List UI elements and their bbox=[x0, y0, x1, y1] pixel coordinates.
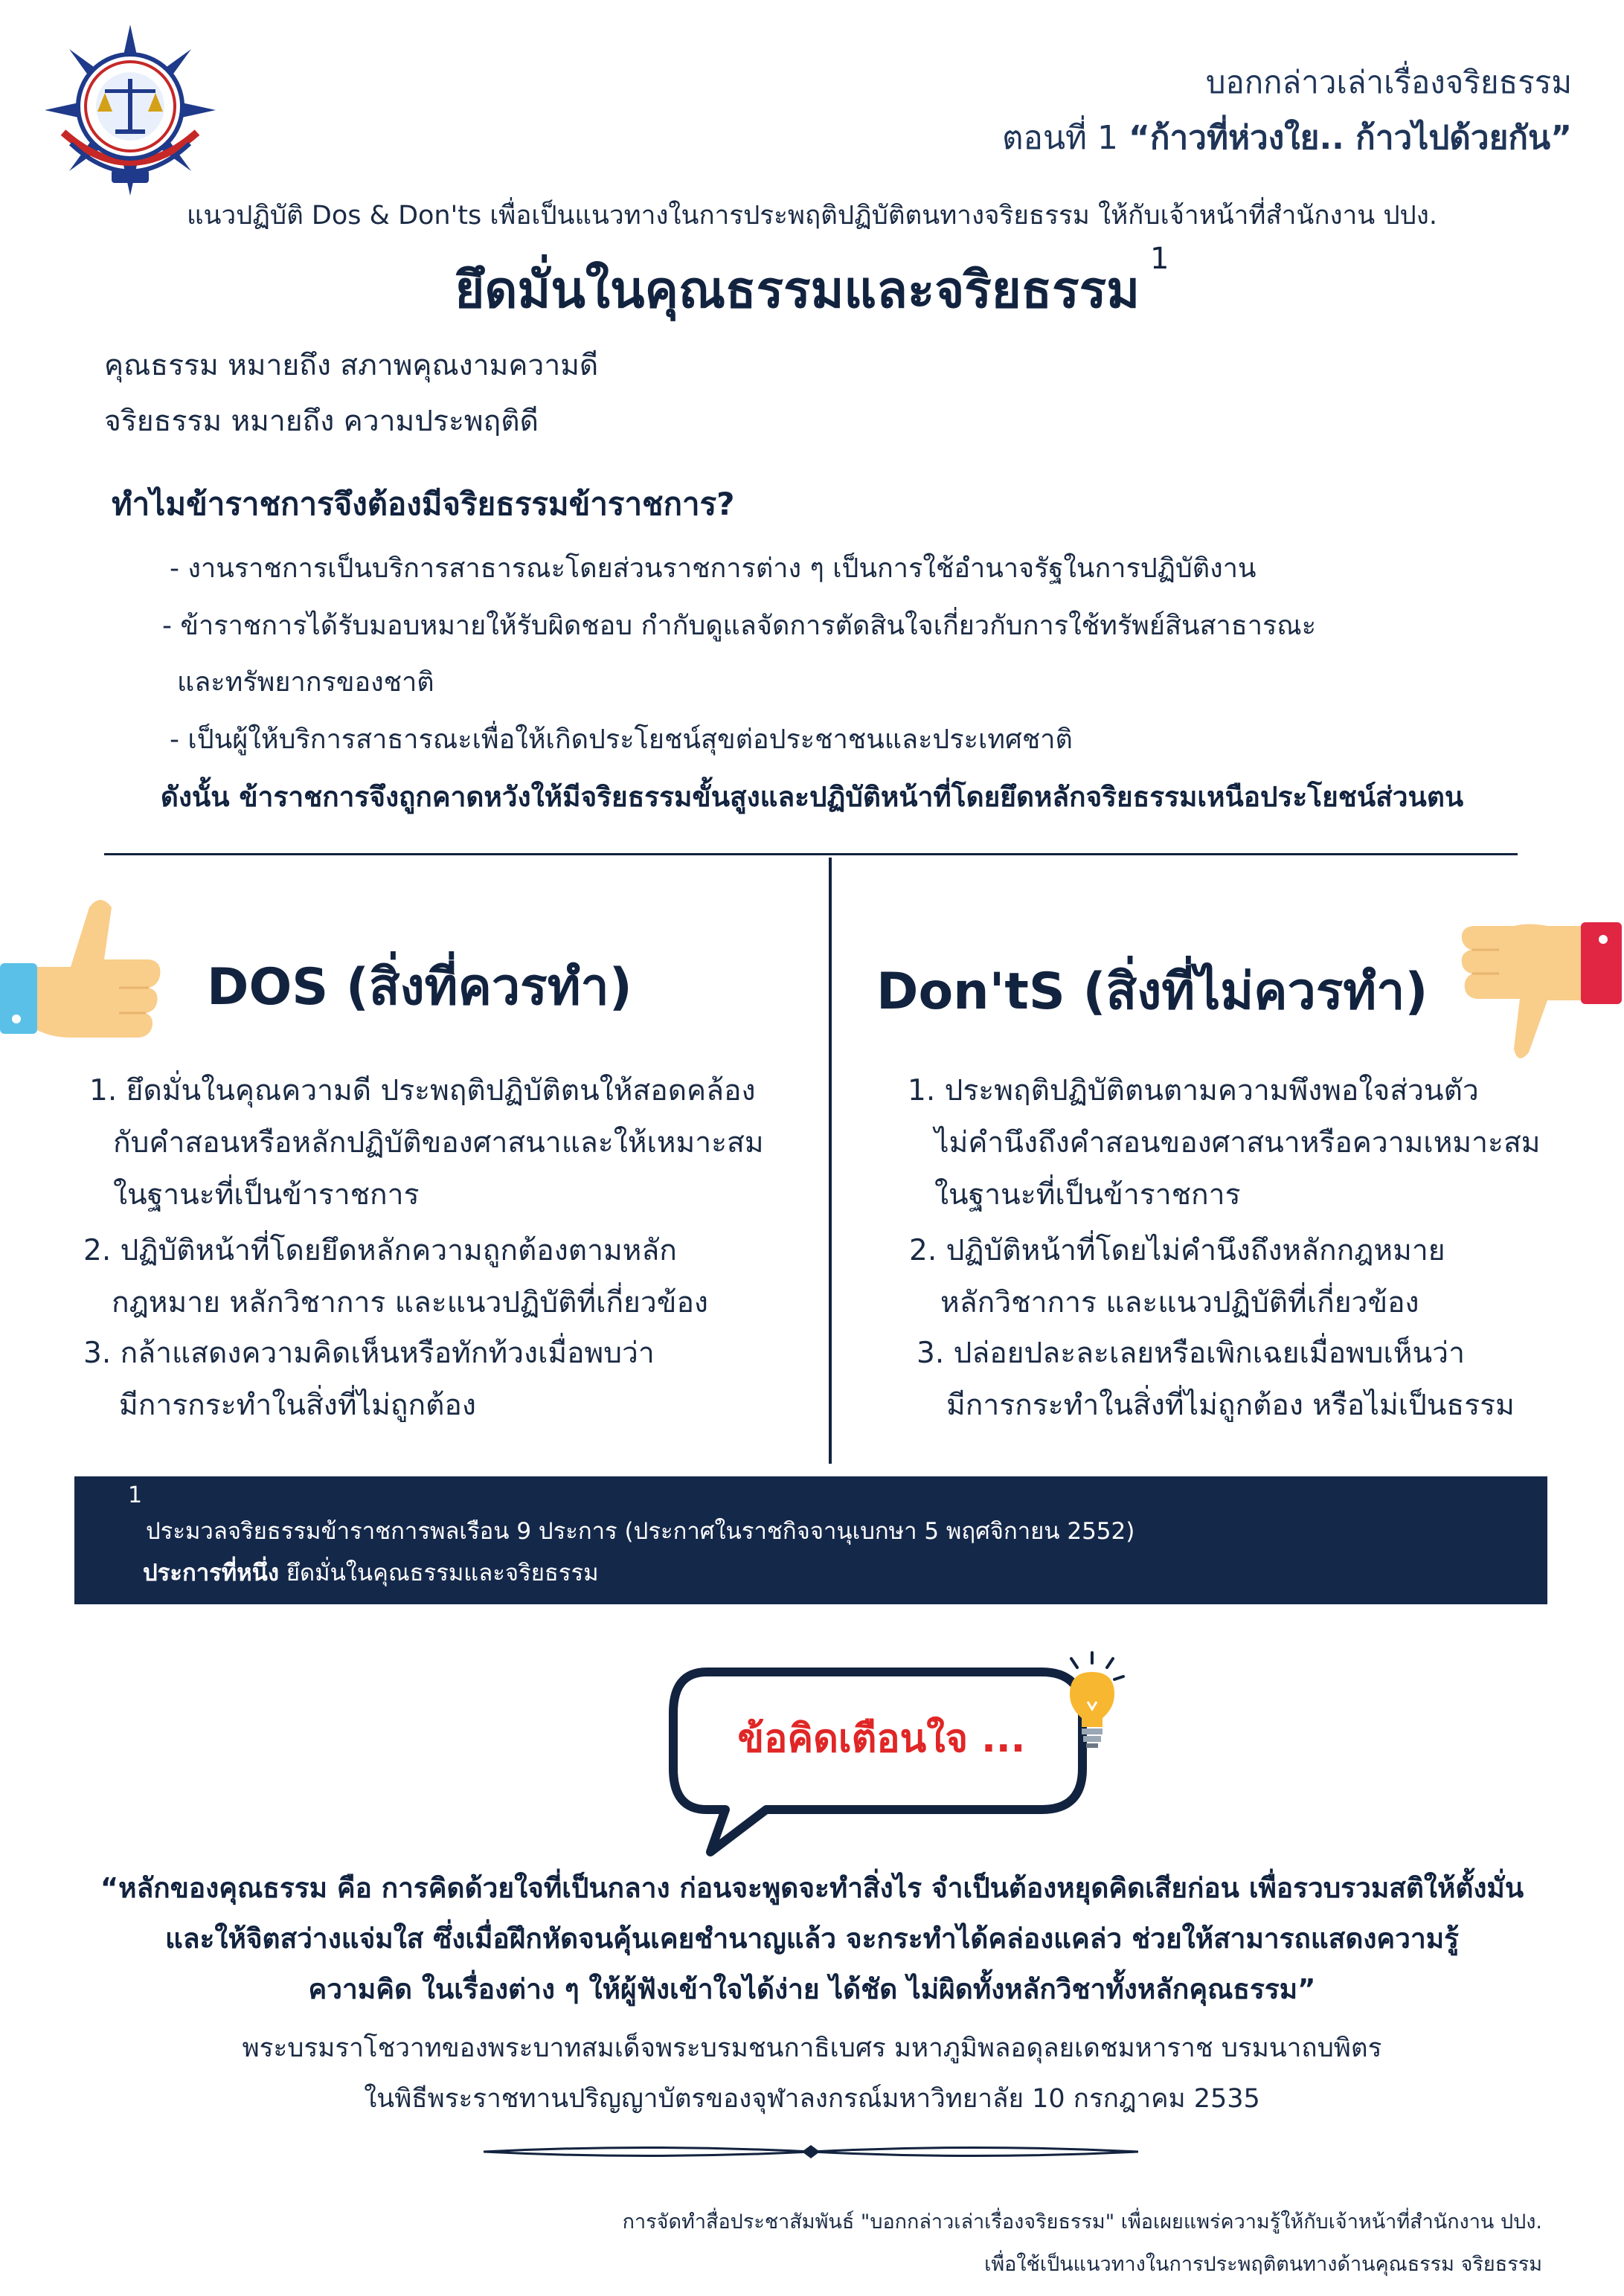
dos-item-3-line-2: มีการกระทำในสิ่งที่ไม่ถูกต้อง bbox=[119, 1389, 476, 1422]
thumbs-down-icon bbox=[1454, 919, 1624, 1067]
section-divider-vertical bbox=[829, 858, 832, 1464]
credit-line-1: การจัดทำสื่อประชาสัมพันธ์ "บอกกล่าวเล่าเรื่องจริยธรรม" เพื่อเผยแพร่ความรู้ให้กับเจ้าหน้าที่สำนักงาน ปปง. bbox=[622, 2210, 1542, 2234]
donts-item-1 bbox=[908, 1065, 1540, 1221]
credit-line-2: เพื่อใช้เป็นแนวทางในการประพฤติตนทางด้านคุณธรรม จริยธรรม bbox=[984, 2253, 1542, 2276]
why-bullet-1: - งานราชการเป็นบริการสาธารณะโดยส่วนราชการต่าง ๆ เป็นการใช้อำนาจรัฐในการปฏิบัติงาน bbox=[170, 553, 1256, 584]
footnote-source: ประมวลจริยธรรมข้าราชการพลเรือน 9 ประการ (ประกาศในราชกิจจานุเบกษา 5 พฤศจิกายน 2552) bbox=[146, 1518, 1135, 1545]
footnote-principle-text: ยึดมั่นในคุณธรรมและจริยธรรม bbox=[279, 1560, 599, 1586]
donts-title: Don'tS (สิ่งที่ไม่ควรทำ) bbox=[876, 962, 1428, 1021]
donts-item-2-line-2: หลักวิชาการ และแนวปฏิบัติที่เกี่ยวข้อง bbox=[940, 1286, 1419, 1319]
donts-item-3-line-2: มีการกระทำในสิ่งที่ไม่ถูกต้อง หรือไม่เป็นธรรม bbox=[946, 1389, 1515, 1422]
why-heading: ทำไมข้าราชการจึงต้องมีจริยธรรมข้าราชการ? bbox=[112, 486, 735, 522]
quote-line-1: “หลักของคุณธรรม คือ การคิดด้วยใจที่เป็นกลาง ก่อนจะพูดจะทำสิ่งไร จำเป็นต้องหยุดคิดเสียก่อน เพื่อรวบรวมสติให้ตั้งมั่น bbox=[100, 1872, 1524, 1904]
why-bullet-3: - เป็นผู้ให้บริการสาธารณะเพื่อให้เกิดประโยชน์สุขต่อประชาชนและประเทศชาติ bbox=[170, 724, 1073, 755]
royal-quote bbox=[0, 1863, 1624, 2015]
dos-item-3-line-1: 3. กล้าแสดงความคิดเห็นหรือทักท้วงเมื่อพบว่า bbox=[83, 1337, 655, 1370]
lightbulb-icon bbox=[1055, 1650, 1129, 1754]
episode-name: “ก้าวที่ห่วงใย.. ก้าวไปด้วยกัน” bbox=[1129, 119, 1572, 157]
dos-item-3 bbox=[83, 1328, 655, 1432]
donts-item-1-line-1: 1. ประพฤติปฏิบัติตนตามความพึงพอใจส่วนตัว bbox=[908, 1074, 1479, 1107]
dos-item-1-line-2: กับคำสอนหรือหลักปฏิบัติของศาสนาและให้เหมาะสม bbox=[113, 1126, 764, 1160]
main-title bbox=[0, 242, 1624, 329]
footnote-principle bbox=[143, 1554, 599, 1591]
definition-virtue: คุณธรรม หมายถึง สภาพคุณงามความดี bbox=[104, 349, 599, 382]
donts-item-2 bbox=[909, 1225, 1445, 1329]
ornamental-divider bbox=[484, 2141, 1138, 2163]
section-divider-horizontal bbox=[104, 853, 1518, 855]
why-bullet-2: - ข้าราชการได้รับมอบหมายให้รับผิดชอบ กำกับดูแลจัดการตัดสินใจเกี่ยวกับการใช้ทรัพย์สินสาธารณะ bbox=[162, 611, 1317, 641]
footnote-box bbox=[74, 1476, 1547, 1604]
series-title: บอกกล่าวเล่าเรื่องจริยธรรม bbox=[1205, 64, 1572, 100]
quote-line-3: ความคิด ในเรื่องต่าง ๆ ให้ผู้ฟังเข้าใจได้ง่าย ได้ชัด ไม่ผิดทั้งหลักวิชาทั้งหลักคุณธรรม” bbox=[308, 1973, 1316, 2005]
quote-source bbox=[0, 2023, 1624, 2124]
why-conclusion: ดังนั้น ข้าราชการจึงถูกคาดหวังให้มีจริยธรรมขั้นสูงและปฏิบัติหน้าที่โดยยึดหลักจริยธรรมเหนือประโยชน์ส่วนตน bbox=[160, 781, 1464, 813]
footnote-principle-label: ประการที่หนึ่ง bbox=[143, 1560, 280, 1586]
source-line-1: พระบรมราโชวาทของพระบาทสมเด็จพระบรมชนกาธิเบศร มหาภูมิพลอดุลยเดชมหาราช บรมนาถบพิตร bbox=[242, 2033, 1382, 2063]
main-title-text: ยึดมั่นในคุณธรรมและจริยธรรม bbox=[455, 261, 1140, 320]
dos-item-1 bbox=[89, 1065, 764, 1221]
donts-item-3 bbox=[917, 1328, 1515, 1432]
definition-ethics: จริยธรรม หมายถึง ความประพฤติดี bbox=[104, 405, 539, 438]
footnote-mark: 1 bbox=[128, 1482, 143, 1508]
episode-number: ตอนที่ 1 bbox=[1001, 119, 1129, 157]
donts-item-1-line-3: ในฐานะที่เป็นข้าราชการ bbox=[934, 1178, 1241, 1212]
dos-item-1-line-1: 1. ยึดมั่นในคุณความดี ประพฤติปฏิบัติตนให้สอดคล้อง bbox=[89, 1074, 756, 1107]
dos-item-2 bbox=[83, 1225, 708, 1329]
why-bullet-2-continued: และทรัพยากรของชาติ bbox=[177, 667, 434, 698]
donts-item-1-line-2: ไม่คำนึงถึงคำสอนของศาสนาหรือความเหมาะสม bbox=[934, 1126, 1541, 1160]
source-line-2: ในพิธีพระราชทานปริญญาบัตรของจุฬาลงกรณ์มหาวิทยาลัย 10 กรกฎาคม 2535 bbox=[364, 2084, 1260, 2114]
dos-item-2-line-2: กฎหมาย หลักวิชาการ และแนวปฏิบัติที่เกี่ยวข้อง bbox=[112, 1286, 708, 1319]
organization-seal-logo bbox=[41, 21, 219, 199]
episode-title bbox=[1002, 112, 1572, 164]
quote-line-2: และให้จิตสว่างแจ่มใส ซึ่งเมื่อฝึกหัดจนคุ้นเคยชำนาญแล้ว จะกระทำได้คล่องแคล่ว ช่วยให้สามารถแสดงความรู้ bbox=[165, 1923, 1459, 1955]
intro-text: แนวปฏิบัติ Dos & Don'ts เพื่อเป็นแนวทางในการประพฤติปฏิบัติตนทางจริยธรรม ให้กับเจ้าหน้าที่สำนักงาน ปปง. bbox=[187, 201, 1437, 231]
main-title-footnote-mark: 1 bbox=[1150, 242, 1169, 276]
dos-item-1-line-3: ในฐานะที่เป็นข้าราชการ bbox=[113, 1178, 420, 1212]
dos-title: DOS (สิ่งที่ควรทำ) bbox=[207, 958, 632, 1017]
dos-item-2-line-1: 2. ปฏิบัติหน้าที่โดยยึดหลักความถูกต้องตามหลัก bbox=[83, 1234, 677, 1267]
reminder-heading: ข้อคิดเตือนใจ ... bbox=[737, 1717, 1026, 1761]
donts-item-2-line-1: 2. ปฏิบัติหน้าที่โดยไม่คำนึงถึงหลักกฎหมาย bbox=[909, 1234, 1445, 1267]
donts-item-3-line-1: 3. ปล่อยปละละเลยหรือเพิกเฉยเมื่อพบเห็นว่า bbox=[917, 1337, 1465, 1370]
thumbs-up-icon bbox=[0, 893, 164, 1041]
